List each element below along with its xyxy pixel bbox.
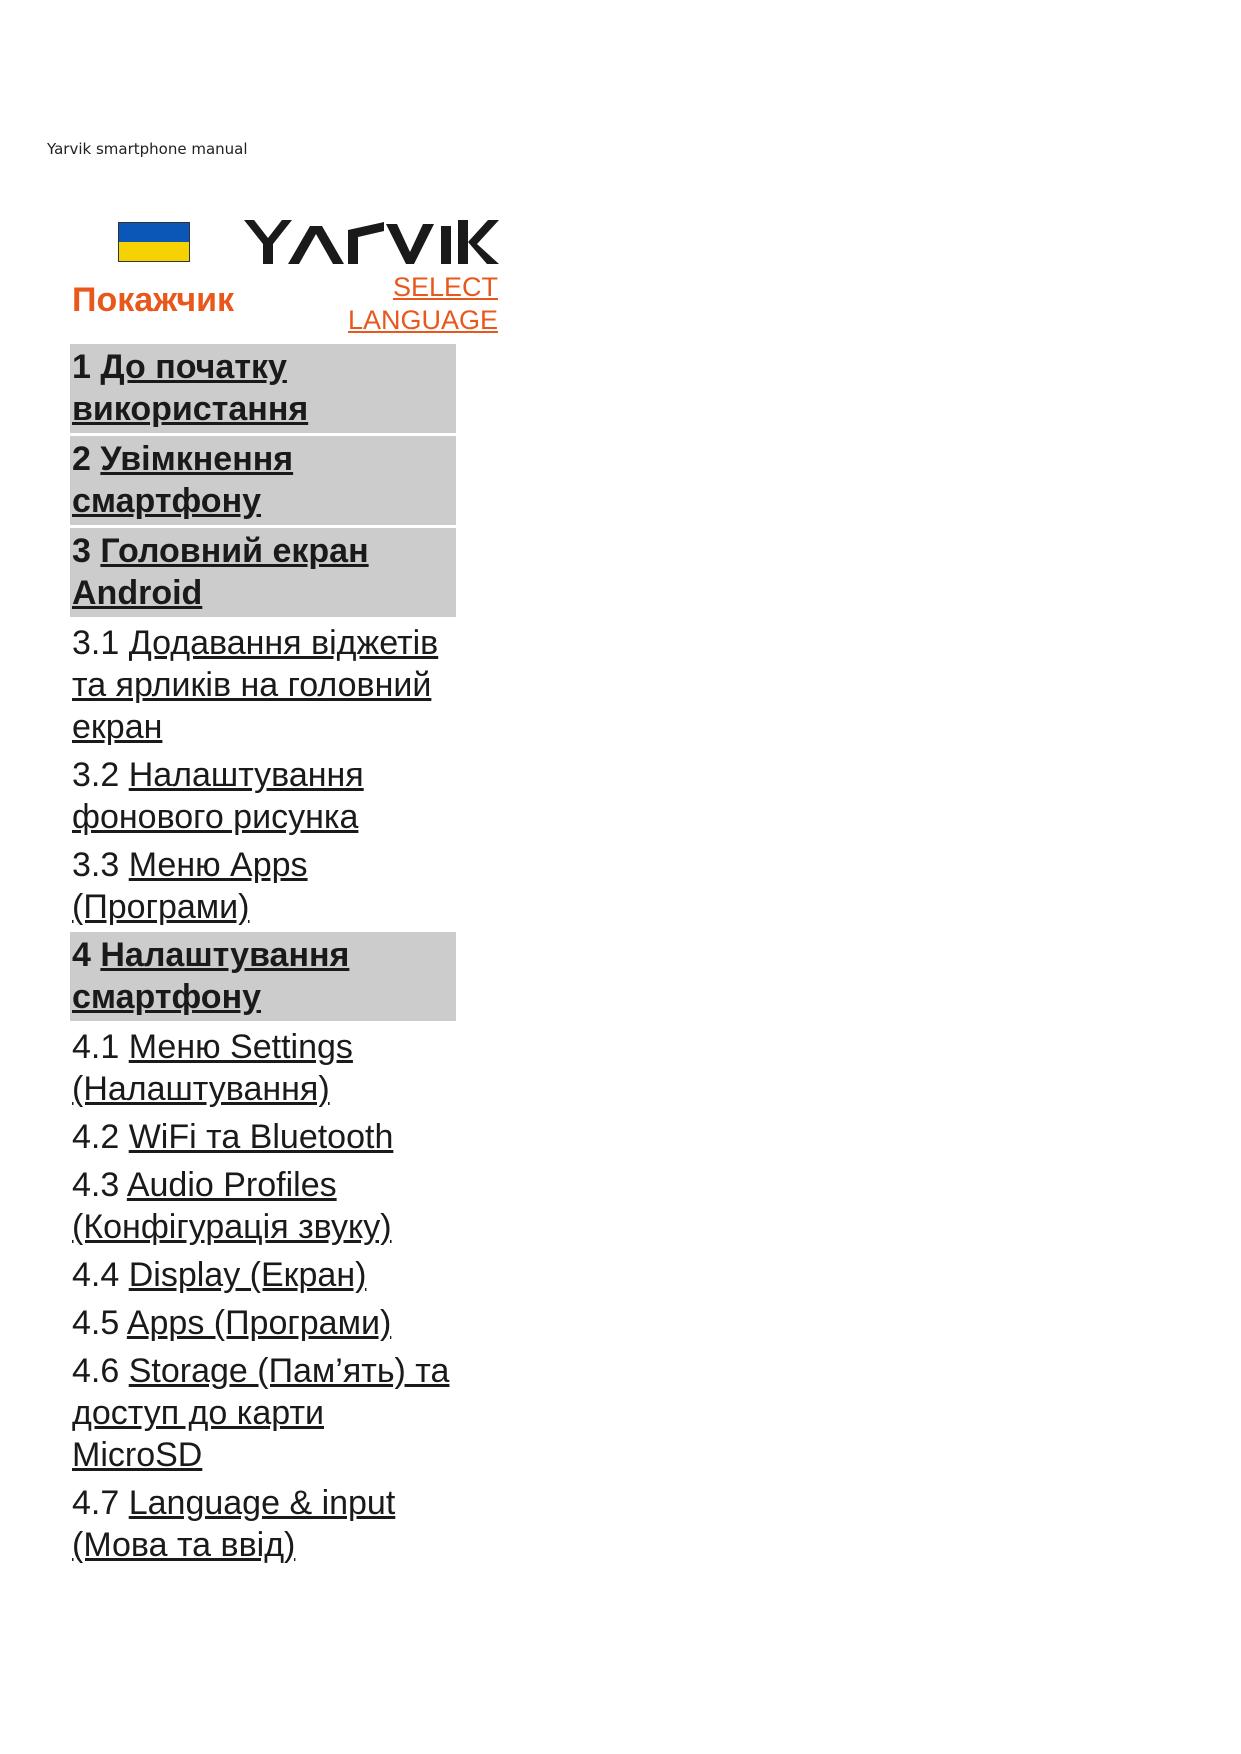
toc-number: 1 bbox=[72, 348, 91, 386]
toc-subsection bbox=[70, 1162, 456, 1252]
toc-number: 4.2 bbox=[72, 1118, 120, 1156]
toc-link[interactable]: Меню Apps (Програми) bbox=[72, 846, 308, 926]
toc-number: 4 bbox=[72, 936, 91, 974]
toc-link[interactable]: Налаштування смартфону bbox=[72, 936, 350, 1016]
flag-yellow-stripe bbox=[119, 242, 189, 261]
toc-subsection bbox=[70, 620, 456, 752]
toc-number: 3.2 bbox=[72, 756, 120, 794]
toc-link[interactable]: Головний екран Android bbox=[72, 532, 369, 612]
toc-link[interactable]: WiFi та Bluetooth bbox=[128, 1118, 394, 1156]
toc-link[interactable]: Apps (Програми) bbox=[126, 1304, 392, 1342]
toc-section bbox=[70, 932, 456, 1021]
toc-link[interactable]: Language & input (Мова та ввід) bbox=[72, 1484, 396, 1564]
toc-section bbox=[70, 436, 456, 525]
toc-subsection bbox=[70, 1348, 456, 1480]
select-language-line1: SELECT bbox=[392, 272, 498, 302]
toc-subsection bbox=[70, 1114, 456, 1162]
toc-subsection bbox=[70, 1300, 456, 1348]
toc-number: 4.5 bbox=[72, 1304, 120, 1342]
toc-link[interactable]: Додавання віджетів та ярликів на головний екран bbox=[72, 624, 439, 746]
toc-link[interactable]: Меню Settings (Налаштування) bbox=[72, 1028, 353, 1108]
flag-blue-stripe bbox=[119, 223, 189, 242]
toc-number: 3 bbox=[72, 532, 91, 570]
toc-link[interactable]: Налаштування фонового рисунка bbox=[72, 756, 364, 836]
toc-section bbox=[70, 344, 456, 433]
toc-number: 3.1 bbox=[72, 624, 120, 662]
select-language-link[interactable] bbox=[340, 271, 498, 337]
toc-subsection bbox=[70, 842, 456, 932]
toc-subsection bbox=[70, 752, 456, 842]
toc-link[interactable]: До початку використання bbox=[72, 348, 309, 428]
toc-link[interactable]: Display (Екран) bbox=[128, 1256, 367, 1294]
toc-subsection bbox=[70, 1024, 456, 1114]
toc-number: 4.6 bbox=[72, 1352, 120, 1390]
toc-number: 4.7 bbox=[72, 1484, 120, 1522]
toc-subsection bbox=[70, 1252, 456, 1300]
toc-number: 2 bbox=[72, 440, 91, 478]
select-language-line2: LANGUAGE bbox=[347, 305, 498, 335]
toc-link[interactable]: Увімкнення смартфону bbox=[72, 440, 294, 520]
toc-link[interactable]: Audio Profiles (Конфігурація звуку) bbox=[72, 1166, 392, 1246]
toc-number: 4.3 bbox=[72, 1166, 120, 1204]
toc-section bbox=[70, 528, 456, 617]
toc-number: 3.3 bbox=[72, 846, 120, 884]
ukraine-flag-icon[interactable] bbox=[118, 222, 190, 262]
index-title: Покажчик bbox=[72, 281, 235, 319]
toc-subsection bbox=[70, 1480, 456, 1570]
document-title: Yarvik smartphone manual bbox=[47, 140, 248, 158]
toc-link[interactable]: Storage (Пам’ять) та доступ до карти MicroSD bbox=[72, 1352, 450, 1474]
toc-number: 4.1 bbox=[72, 1028, 120, 1066]
table-of-contents bbox=[70, 344, 456, 1570]
yarvik-logo bbox=[244, 214, 499, 270]
toc-number: 4.4 bbox=[72, 1256, 120, 1294]
